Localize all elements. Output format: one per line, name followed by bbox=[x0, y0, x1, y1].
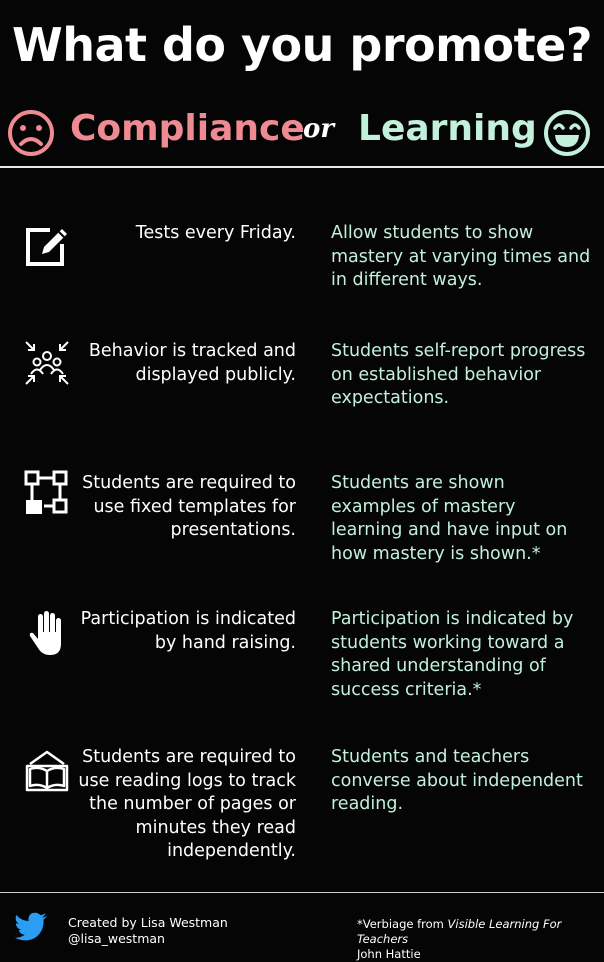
credit-name: Created by Lisa Westman bbox=[68, 915, 228, 930]
source-citation bbox=[357, 917, 602, 962]
twitter-handle[interactable]: @lisa_westman bbox=[68, 931, 165, 946]
group-people-icon bbox=[22, 338, 72, 388]
sad-face-icon bbox=[6, 108, 56, 158]
compliance-heading: Compliance bbox=[70, 108, 305, 149]
twitter-bird-icon[interactable] bbox=[14, 912, 48, 942]
source-title: Visible Learning For Teachers bbox=[357, 917, 562, 946]
header-divider bbox=[0, 166, 604, 168]
raised-hand-icon bbox=[22, 608, 72, 658]
page-title: What do you promote? bbox=[11, 18, 593, 72]
source-author: John Hattie bbox=[357, 947, 421, 961]
compliance-text: Participation is indicated by hand raising. bbox=[80, 609, 296, 653]
footer-divider bbox=[0, 892, 604, 893]
learning-text: Students and teachers converse about independent reading. bbox=[331, 747, 583, 814]
open-book-icon bbox=[22, 746, 72, 796]
compliance-text: Students are required to use reading logs to track the number of pages or minutes they read independently. bbox=[78, 747, 296, 861]
template-flowchart-icon bbox=[22, 468, 72, 518]
compliance-text: Tests every Friday. bbox=[135, 223, 296, 243]
happy-face-icon bbox=[542, 108, 592, 158]
edit-pencil-icon bbox=[22, 220, 72, 270]
learning-text: Participation is indicated by students working toward a shared understanding of success criteria.* bbox=[331, 609, 574, 700]
learning-text: Allow students to show mastery at varying times and in different ways. bbox=[331, 223, 591, 290]
learning-heading: Learning bbox=[358, 108, 537, 149]
compliance-text: Behavior is tracked and displayed publicly. bbox=[88, 341, 296, 385]
compliance-text: Students are required to use fixed templates for presentations. bbox=[82, 473, 296, 540]
learning-text: Students self-report progress on established behavior expectations. bbox=[331, 341, 586, 408]
author-credit bbox=[68, 915, 228, 947]
or-label: or bbox=[303, 114, 335, 144]
learning-text: Students are shown examples of mastery learning and have input on how mastery is shown.* bbox=[331, 473, 568, 564]
source-prefix: *Verbiage from bbox=[357, 917, 444, 931]
